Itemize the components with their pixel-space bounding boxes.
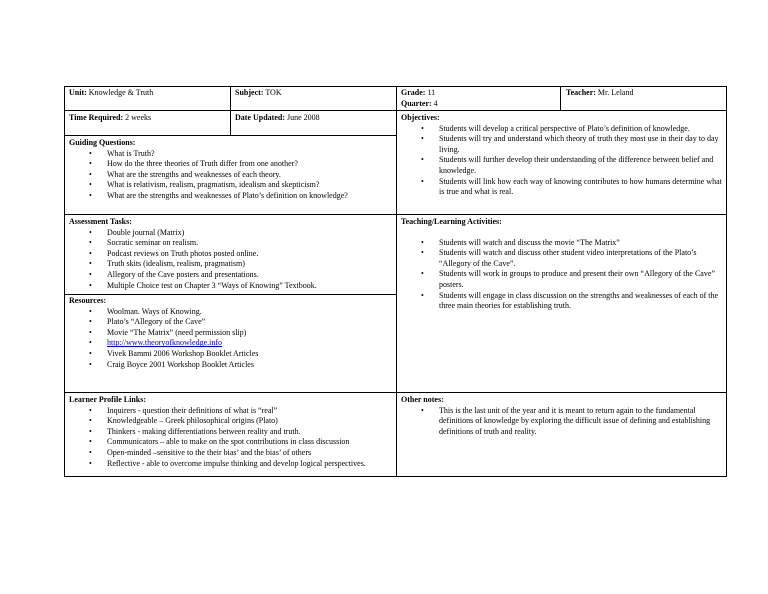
grade-cell	[401, 88, 557, 109]
list-item: • Students will engage in class discussion on the strengths and weaknesses of each of the three main theories for establishing truth.	[401, 291, 723, 312]
subject-cell	[235, 88, 393, 99]
list-item: • What are the strengths and weaknesses of Plato’s definition on knowledge?	[69, 191, 393, 202]
learner-profile-list	[69, 406, 393, 470]
list-item: • Students will further develop their understanding of the difference between belief and knowledge.	[401, 155, 723, 176]
list-item: • This is the last unit of the year and it is meant to return again to the fundamental definitions of knowledge by exploring the difficult issue of defining and establishing definitions of truth and reality.	[401, 406, 723, 438]
list-item: • Socratic seminar on realism.	[69, 238, 393, 249]
list-item: • Students will try and understand which theory of truth they most use in their day to day living.	[401, 134, 723, 155]
list-item: • Thinkers - making differentiations between reality and truth.	[69, 427, 393, 438]
time-value: 2 weeks	[125, 113, 152, 122]
grade-label: Grade:	[401, 88, 426, 97]
objectives-cell	[401, 113, 723, 198]
other-notes-cell	[401, 395, 723, 437]
list-item: • Multiple Choice test on Chapter 3 “Ways of Knowing” Textbook.	[69, 281, 393, 292]
guiding-questions-label: Guiding Questions:	[69, 138, 136, 147]
unit-cell	[69, 88, 227, 99]
quarter-value: 4	[433, 98, 438, 108]
list-item: • What is relativism, realism, pragmatism, idealism and skepticism?	[69, 180, 393, 191]
list-item: • What is Truth?	[69, 149, 393, 160]
assessment-cell	[69, 217, 393, 291]
list-item: • How do the three theories of Truth differ from one another?	[69, 159, 393, 170]
list-item: • Movie “The Matrix” (need permission slip)	[69, 328, 393, 339]
teaching-cell	[401, 217, 723, 312]
updated-value: June 2008	[287, 113, 320, 122]
resources-list	[69, 307, 393, 371]
list-item: • Truth skits (idealism, realism, pragmatism)	[69, 259, 393, 270]
other-notes-list	[401, 406, 723, 438]
grade-value: 11	[427, 88, 436, 97]
list-item: • Communicators – able to make on the spot contributions in class discussion	[69, 437, 393, 448]
resources-label: Resources:	[69, 296, 107, 305]
teacher-cell	[566, 88, 724, 99]
other-notes-label: Other notes:	[401, 395, 444, 404]
list-item: • Craig Boyce 2001 Workshop Booklet Articles	[69, 360, 393, 371]
list-item: • Allegory of the Cave posters and presentations.	[69, 270, 393, 281]
unit-label: Unit:	[69, 88, 87, 97]
list-item: • Open-minded –sensitive to the their bias’ and the bias’ of others	[69, 448, 393, 459]
list-item: • Plato’s “Allegory of the Cave”	[69, 317, 393, 328]
table-rule	[64, 86, 65, 477]
table-rule	[64, 135, 396, 136]
learner-profile-label: Learner Profile Links:	[69, 395, 147, 404]
teaching-list	[401, 238, 723, 312]
resources-cell	[69, 296, 393, 370]
assessment-list	[69, 228, 393, 292]
quarter-label: Quarter:	[401, 98, 432, 108]
assessment-label: Assessment Tasks:	[69, 217, 132, 226]
list-item: • Students will work in groups to produce and present their own “Allegory of the Cave” posters.	[401, 269, 723, 290]
list-item	[69, 338, 393, 349]
list-item: • What are the strengths and weaknesses of each theory.	[69, 170, 393, 181]
subject-value: TOK	[265, 88, 282, 97]
list-item: • Students will link how each way of knowing contributes to how humans determine what is true and what is real.	[401, 177, 723, 198]
list-item: • Inquirers - question their definitions of what is “real”	[69, 406, 393, 417]
guiding-questions-list	[69, 149, 393, 202]
unit-value: Knowledge & Truth	[88, 88, 154, 97]
table-rule	[230, 86, 231, 135]
teaching-label: Teaching/Learning Activities:	[401, 217, 502, 226]
list-item: • Students will watch and discuss other student video interpretations of the Plato’s “Allegory of the Cave”.	[401, 248, 723, 269]
objectives-label: Objectives:	[401, 113, 440, 122]
resource-link[interactable]: http://www.theoryofknowledge.info	[107, 338, 223, 348]
list-item: • Double journal (Matrix)	[69, 228, 393, 239]
table-rule	[726, 86, 727, 477]
list-item: • Students will develop a critical perspective of Plato’s definition of knowledge.	[401, 124, 723, 135]
objectives-list	[401, 124, 723, 198]
table-rule	[560, 86, 561, 111]
list-item: • Podcast reviews on Truth photos posted online.	[69, 249, 393, 260]
list-item: • Knowledgeable – Greek philosophical origins (Plato)	[69, 416, 393, 427]
updated-label: Date Updated:	[235, 113, 285, 122]
list-item: • Reflective - able to overcome impulse thinking and develop logical perspectives.	[69, 459, 393, 470]
list-item: • Vivek Bammi 2006 Workshop Booklet Articles	[69, 349, 393, 360]
table-rule	[396, 86, 397, 477]
updated-cell	[235, 113, 393, 124]
table-rule	[64, 294, 396, 295]
time-label: Time Required:	[69, 113, 124, 122]
list-item: • Students will watch and discuss the movie “The Matrix”	[401, 238, 723, 249]
teacher-label: Teacher:	[566, 88, 596, 97]
learner-profile-cell	[69, 395, 393, 469]
subject-label: Subject:	[235, 88, 264, 97]
list-item: • Woolman. Ways of Knowing.	[69, 307, 393, 318]
teacher-value: Mr. Leland	[597, 88, 634, 97]
time-cell	[69, 113, 227, 124]
guiding-questions-cell	[69, 138, 393, 202]
